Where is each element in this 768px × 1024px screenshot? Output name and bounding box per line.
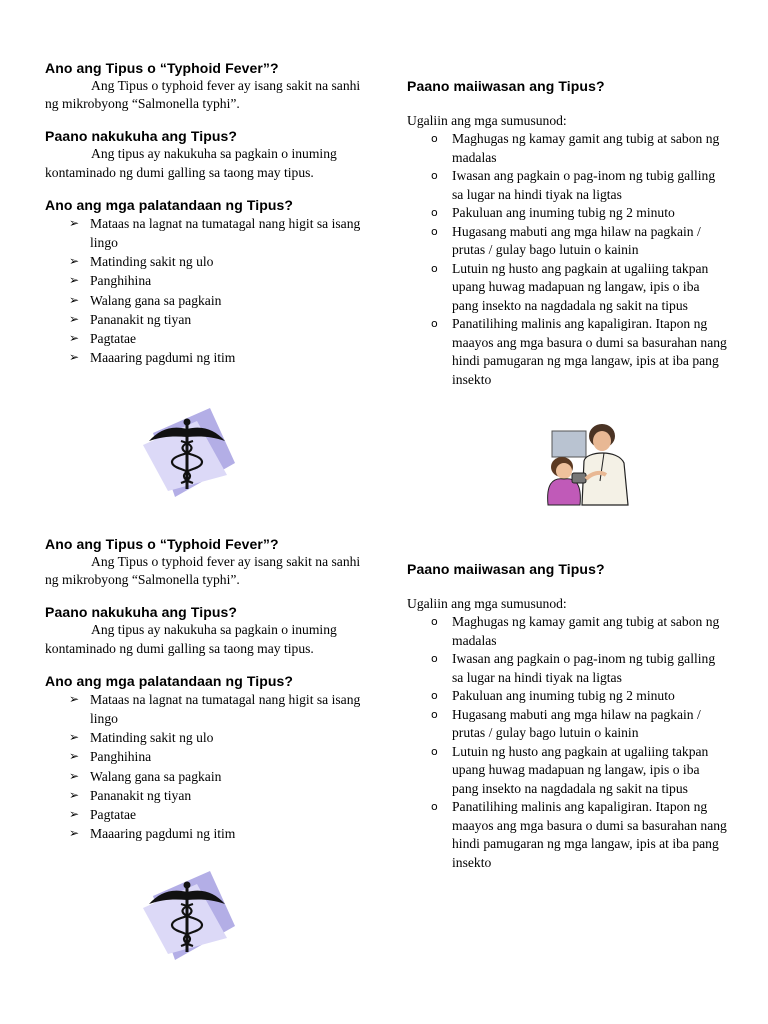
doctor-child-illustration (542, 421, 642, 507)
right-column-2 (407, 560, 729, 872)
list-item: ➢ Walang gana sa pagkain (69, 292, 222, 308)
list-item: ➢ Pagtatae (69, 807, 137, 823)
prevention-intro: Ugaliin ang mga sumusunod: (407, 596, 567, 611)
left-column-2 (45, 535, 363, 843)
symptoms-list (45, 214, 363, 368)
list-item: ➢ Mataas na lagnat na tumatagal nang higit sa isang lingo (69, 691, 361, 727)
heading-what-is-tipus: Ano ang Tipus o “Typhoid Fever”? (45, 536, 279, 552)
list-item: o Maghugas ng kamay gamit ang tubig at sabon ng madalas (431, 131, 720, 165)
list-item: ➢ Maaaring pagdumi ng itim (69, 350, 236, 366)
list-item: ➢ Panghihina (69, 273, 152, 289)
list-item: ➢ Pagtatae (69, 331, 137, 347)
list-item: o Lutuin ng husto ang pagkain at ugaliing takpan upang huwag madapuan ng langaw, ipis o iba pang insekto na nagdadala ng sakit na tipus (431, 260, 709, 313)
prevention-list (407, 130, 729, 389)
list-item: o Iwasan ang pagkain o pag-inom ng tubig galling sa lugar na hindi tiyak na ligtas (431, 168, 716, 202)
list-item: ➢ Matinding sakit ng ulo (69, 730, 214, 746)
symptoms-list (45, 690, 363, 844)
heading-how-acquired: Paano nakukuha ang Tipus? (45, 128, 238, 145)
list-item: o Pakuluan ang inuming tubig ng 2 minuto (431, 205, 675, 221)
list-item: o Lutuin ng husto ang pagkain at ugaliing takpan upang huwag madapuan ng langaw, ipis o iba pang insekto na nagdadala ng sakit na tipus (431, 743, 709, 796)
caduceus-icon (135, 868, 240, 963)
heading-symptoms: Ano ang mga palatandaan ng Tipus? (45, 196, 294, 213)
heading-symptoms: Ano ang mga palatandaan ng Tipus? (45, 672, 294, 689)
list-item: ➢ Pananakit ng tiyan (69, 311, 192, 327)
prevention-list (407, 613, 729, 872)
list-item: o Panatilihing malinis ang kapaligiran. Itapon ng maayos ang mga basura o dumi sa basurahan nang hindi pamugaran ng mga langaw, ipis at iba pang insekto (431, 316, 727, 387)
list-item: o Hugasang mabuti ang mga hilaw na pagkain / prutas / gulay bago lutuin o kainin (431, 706, 701, 741)
caduceus-icon (135, 405, 240, 500)
heading-prevention: Paano maiiwasan ang Tipus? (407, 561, 605, 577)
list-item: o Maghugas ng kamay gamit ang tubig at sabon ng madalas (431, 614, 720, 648)
list-item: o Panatilihing malinis ang kapaligiran. Itapon ng maayos ang mga basura o dumi sa basurahan nang hindi pamugaran ng mga langaw, ipis at iba pang insekto (431, 799, 727, 870)
list-item: o Pakuluan ang inuming tubig ng 2 minuto (431, 688, 675, 704)
list-item: ➢ Panghihina (69, 749, 152, 765)
heading-prevention: Paano maiiwasan ang Tipus? (407, 78, 605, 94)
list-item: ➢ Walang gana sa pagkain (69, 768, 222, 784)
list-item: o Hugasang mabuti ang mga hilaw na pagkain / prutas / gulay bago lutuin o kainin (431, 223, 701, 258)
how-acquired-text: Ang tipus ay nakukuha sa pagkain o inuming kontaminado ng dumi galling sa taong may tipus. (45, 622, 337, 656)
how-acquired-text: Ang tipus ay nakukuha sa pagkain o inuming kontaminado ng dumi galling sa taong may tipus. (45, 146, 337, 180)
heading-what-is-tipus: Ano ang Tipus o “Typhoid Fever”? (45, 60, 279, 76)
heading-how-acquired: Paano nakukuha ang Tipus? (45, 604, 238, 621)
list-item: ➢ Mataas na lagnat na tumatagal nang higit sa isang lingo (69, 215, 361, 251)
left-column-1 (45, 59, 363, 367)
list-item: o Iwasan ang pagkain o pag-inom ng tubig galling sa lugar na hindi tiyak na ligtas (431, 651, 716, 685)
list-item: ➢ Maaaring pagdumi ng itim (69, 826, 236, 842)
right-column-1 (407, 77, 729, 389)
prevention-intro: Ugaliin ang mga sumusunod: (407, 113, 567, 128)
what-is-tipus-text: Ang Tipus o typhoid fever ay isang sakit na sanhi ng mikrobyong “Salmonella typhi”. (45, 554, 361, 588)
what-is-tipus-text: Ang Tipus o typhoid fever ay isang sakit na sanhi ng mikrobyong “Salmonella typhi”. (45, 78, 361, 112)
list-item: ➢ Matinding sakit ng ulo (69, 254, 214, 270)
list-item: ➢ Pananakit ng tiyan (69, 787, 192, 803)
